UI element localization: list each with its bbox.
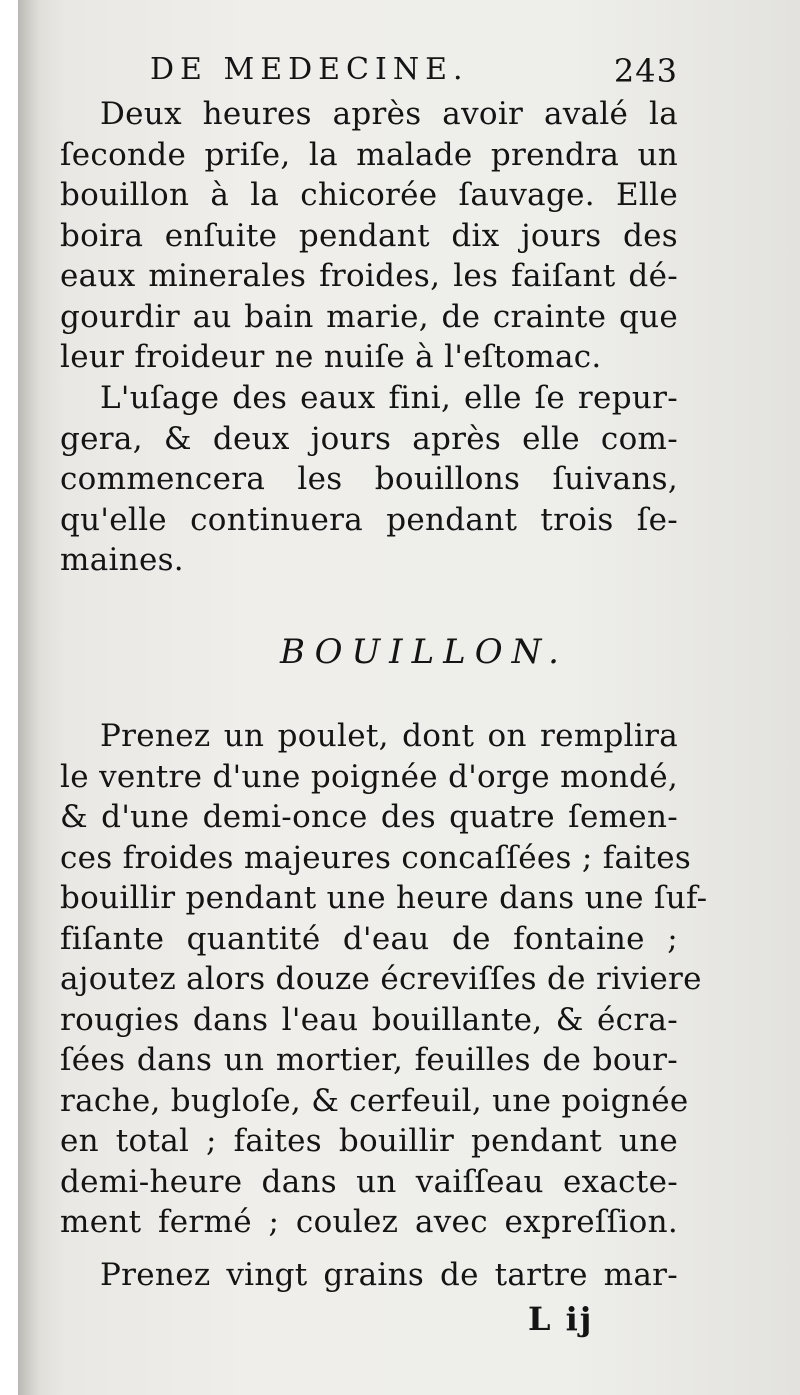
text-line: rache, bugloſe, & cerfeuil, une poignée bbox=[60, 1082, 689, 1119]
text-line: leur froideur ne nuiſe à l'eſtomac. bbox=[60, 339, 602, 375]
text-line: L'uſage des eaux fini, elle ſe repur- bbox=[100, 380, 678, 416]
text-line: bouillir pendant une heure dans une ſuf- bbox=[60, 880, 708, 916]
text-line: ſeconde priſe, la malade prendra un bbox=[60, 136, 678, 173]
paragraph-2 bbox=[60, 378, 678, 581]
text-line: maines. bbox=[60, 542, 184, 578]
text-line: Deux heures après avoir avalé la bbox=[100, 96, 678, 132]
text-line: bouillon à la chicorée ſauvage. Elle bbox=[60, 177, 678, 213]
book-page bbox=[18, 0, 800, 1395]
text-line: fiſante quantité d'eau de fontaine ; bbox=[60, 920, 678, 957]
paragraph-1 bbox=[60, 94, 678, 378]
text-line: le ventre d'une poignée d'orge mondé, bbox=[60, 758, 678, 795]
text-line: qu'elle continuera pendant trois ſe- bbox=[60, 501, 678, 538]
text-line: rougies dans l'eau bouillante, & écra- bbox=[60, 1001, 678, 1038]
text-line: ces froides majeures concaſſées ; faites bbox=[60, 839, 692, 876]
section-title: BOUILLON. bbox=[280, 632, 568, 672]
text-line: ajoutez alors douze écreviſſes de riviere bbox=[60, 961, 702, 997]
text-line: eaux minerales froides, les faiſant dé- bbox=[60, 258, 678, 294]
text-line: commencera les bouillons ſuivans, bbox=[60, 461, 678, 497]
page-number: 243 bbox=[613, 52, 678, 90]
signature-mark: L ij bbox=[528, 1300, 594, 1338]
text-line: ment fermé ; coulez avec expreſſion. bbox=[60, 1204, 678, 1240]
page-gutter-shadow bbox=[18, 0, 40, 1395]
text-line: gourdir au bain marie, de crainte que bbox=[60, 298, 678, 335]
text-line: Prenez vingt grains de tartre mar- bbox=[100, 1257, 678, 1293]
running-head: DE MEDECINE. bbox=[150, 52, 469, 87]
text-line: demi-heure dans un vaiſſeau exacte- bbox=[60, 1163, 678, 1200]
text-line: ſées dans un mortier, feuilles de bour- bbox=[60, 1042, 678, 1078]
paragraph-4 bbox=[60, 1255, 678, 1296]
paragraph-3 bbox=[60, 716, 708, 1243]
text-line: & d'une demi-once des quatre ſemen- bbox=[60, 799, 678, 835]
text-line: en total ; faites bouillir pendant une bbox=[60, 1123, 678, 1159]
page-header bbox=[138, 50, 678, 96]
text-line: Prenez un poulet, dont on remplira bbox=[100, 718, 678, 754]
text-line: gera, & deux jours après elle com- bbox=[60, 420, 678, 457]
text-line: boira enſuite pendant dix jours des bbox=[60, 217, 678, 254]
